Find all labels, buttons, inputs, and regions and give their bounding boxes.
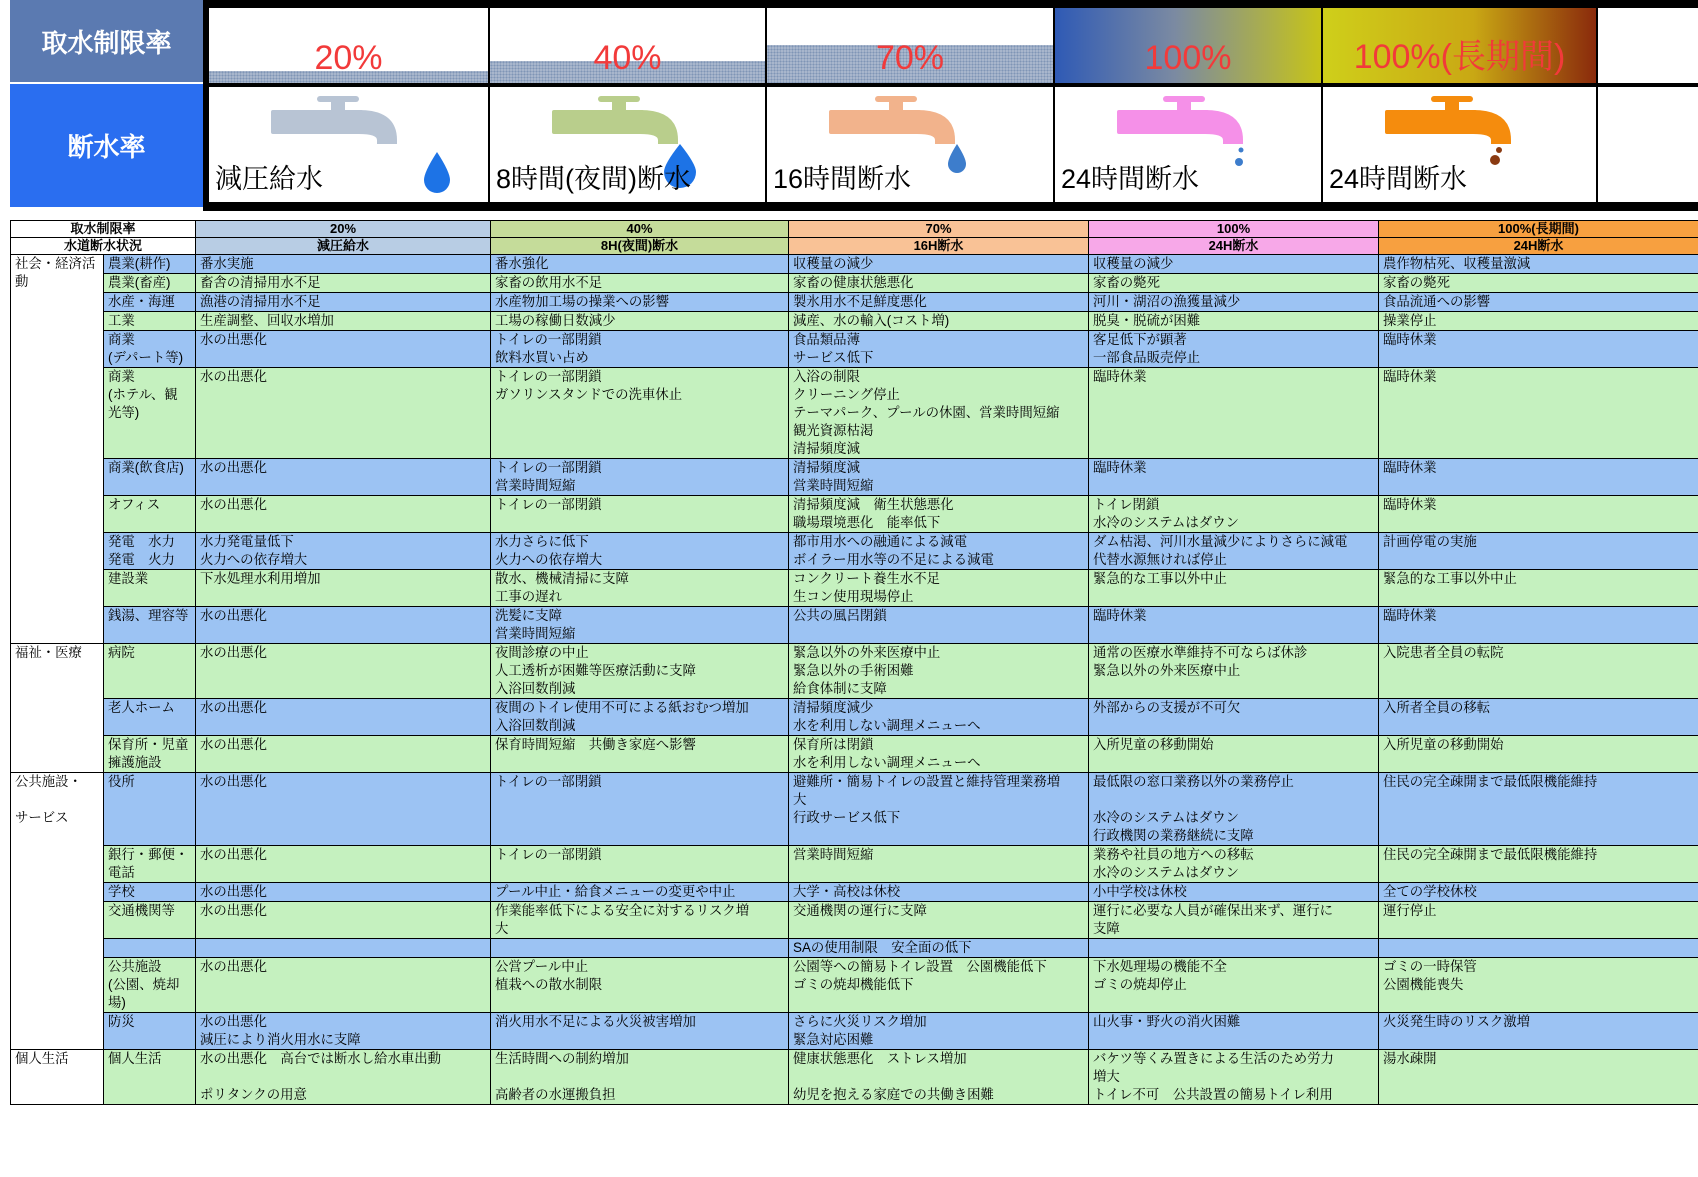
table-row [11,255,1698,274]
impact-cell: 家畜の飲用水不足 [491,274,789,293]
impact-cell: トイレの一部閉鎖 飲料水買い占め [491,331,789,368]
subcategory-cell: 銀行・郵便・ 電話 [104,846,196,883]
subcategory-cell: 工業 [104,312,196,331]
header-cell: 24H断水 [1379,238,1698,255]
row-label-outage-rate: 断水率 [10,84,203,207]
subcategory-cell: 商業(飲食店) [104,459,196,496]
impact-cell: 入浴の制限 クリーニング停止 テーマパーク、プールの休園、営業時間短縮 観光資源枯渇 清掃頻度減 [789,368,1089,459]
subcategory-cell: 交通機関等 [104,902,196,939]
impact-cell: SAの使用制限 安全面の低下 [789,939,1089,958]
table-row [11,459,1698,496]
table-row [11,939,1698,958]
impact-cell: 住民の完全疎開まで最低限機能維持 [1379,846,1698,883]
subcategory-cell: 病院 [104,644,196,699]
impact-cell: 番水実施 [196,255,491,274]
impact-cell: 収穫量の減少 [1089,255,1379,274]
impact-cell: 水の出悪化 [196,773,491,846]
impact-cell: 入所者全員の移転 [1379,699,1698,736]
impact-cell: 緊急的な工事以外中止 [1089,570,1379,607]
impact-cell: 緊急的な工事以外中止 [1379,570,1698,607]
impact-cell [491,939,789,958]
impact-cell: 臨時休業 [1379,368,1698,459]
impact-cell: 公園等への簡易トイレ設置 公園機能低下 ゴミの焼却機能低下 [789,958,1089,1013]
impact-cell: 水の出悪化 [196,331,491,368]
impact-cell: 計画停電の実施 [1379,533,1698,570]
impact-cell: 減産、水の輸入(コスト増) [789,312,1089,331]
impact-cell: 運行停止 [1379,902,1698,939]
header-row [11,238,1698,255]
impact-cell: 火災発生時のリスク激増 [1379,1013,1698,1050]
impact-cell: 湯水疎開 [1379,1050,1698,1105]
impact-cell: 避難所・簡易トイレの設置と維持管理業務増 大 行政サービス低下 [789,773,1089,846]
table-row [11,570,1698,607]
restriction-percent: 20% [314,39,383,77]
impact-cell: 清掃頻度減少 水を利用しない調理メニューへ [789,699,1089,736]
table-row [11,533,1698,570]
impact-cell: 畜舎の清掃用水不足 [196,274,491,293]
impact-cell: 水の出悪化 [196,368,491,459]
table-row [11,312,1698,331]
header-cell: 水道断水状況 [11,238,196,255]
water-restriction-graphic [0,0,1698,210]
header-cell: 20% [196,221,491,238]
impact-cell: 臨時休業 [1089,368,1379,459]
subcategory-cell: 商業 (ホテル、観 光等) [104,368,196,459]
restriction-level-3 [767,8,1055,83]
impact-cell: 散水、機械清掃に支障 工事の遅れ [491,570,789,607]
impact-cell: 生活時間への制約増加 高齢者の水運搬負担 [491,1050,789,1105]
table-row [11,331,1698,368]
impact-table [10,220,1698,1105]
table-row [11,368,1698,459]
impact-cell: 水の出悪化 高台では断水し給水車出動 ポリタンクの用意 [196,1050,491,1105]
table-row [11,902,1698,939]
impact-cell: 臨時休業 [1379,331,1698,368]
impact-cell: 下水処理場の機能不全 ゴミの焼却停止 [1089,958,1379,1013]
header-cell: 24H断水 [1089,238,1379,255]
impact-cell: 小中学校は休校 [1089,883,1379,902]
impact-cell: トイレの一部閉鎖 営業時間短縮 [491,459,789,496]
subcategory-cell: 商業 (デパート等) [104,331,196,368]
table-row [11,699,1698,736]
impact-cell: 水の出悪化 [196,644,491,699]
impact-cell: 緊急以外の外来医療中止 緊急以外の手術困難 給食体制に支障 [789,644,1089,699]
impact-cell: 生産調整、回収水増加 [196,312,491,331]
impact-cell: 水の出悪化 [196,699,491,736]
subcategory-cell: 防災 [104,1013,196,1050]
category-cell: 福祉・医療 [11,644,104,773]
impact-cell: 全ての学校休校 [1379,883,1698,902]
restriction-level-4 [1055,8,1323,83]
impact-cell: トイレの一部閉鎖 [491,846,789,883]
subcategory-cell: 公共施設 (公園、焼却 場) [104,958,196,1013]
table-row [11,958,1698,1013]
impact-cell: 大学・高校は休校 [789,883,1089,902]
subcategory-cell: 農業(耕作) [104,255,196,274]
impact-cell: 臨時休業 [1089,459,1379,496]
subcategory-cell: 老人ホーム [104,699,196,736]
impact-cell [1379,939,1698,958]
subcategory-cell: オフィス [104,496,196,533]
impact-cell: 水産物加工場の操業への影響 [491,293,789,312]
impact-cell: 臨時休業 [1089,607,1379,644]
impact-cell: コンクリート養生水不足 生コン使用現場停止 [789,570,1089,607]
impact-cell: 操業停止 [1379,312,1698,331]
impact-cell: 山火事・野火の消火困難 [1089,1013,1379,1050]
impact-cell: 下水処理水利用増加 [196,570,491,607]
impact-cell: 最低限の窓口業務以外の業務停止 水冷のシステムはダウン 行政機関の業務継続に支障 [1089,773,1379,846]
subcategory-cell: 水産・海運 [104,293,196,312]
category-cell: 個人生活 [11,1050,104,1105]
impact-cell [1089,939,1379,958]
header-cell: 8H(夜間)断水 [491,238,789,255]
impact-cell: 食品類品薄 サービス低下 [789,331,1089,368]
restriction-level-2 [490,8,767,83]
outage-level-2 [490,87,767,202]
impact-cell: トイレの一部閉鎖 ガソリンスタンドでの洗車休止 [491,368,789,459]
impact-cell: 臨時休業 [1379,607,1698,644]
impact-cell: 清掃頻度減 営業時間短縮 [789,459,1089,496]
category-cell: 公共施設・ サービス [11,773,104,1050]
level-bar [203,0,1698,211]
table-row [11,274,1698,293]
table-row [11,846,1698,883]
impact-cell: 作業能率低下による安全に対するリスク増 大 [491,902,789,939]
outage-level-4 [1055,87,1323,202]
impact-cell: 夜間のトイレ使用不可による紙おむつ増加 入浴回数削減 [491,699,789,736]
restriction-percent: 70% [875,39,945,77]
table-row [11,293,1698,312]
table-row [11,607,1698,644]
outage-label: 24時間断水 [1329,164,1468,194]
impact-cell: 入所児童の移動開始 [1379,736,1698,773]
impact-cell: 客足低下が顕著 一部食品販売停止 [1089,331,1379,368]
impact-cell: 脱臭・脱硫が困難 [1089,312,1379,331]
restriction-level-5 [1323,8,1598,83]
table-row [11,736,1698,773]
outage-label: 24時間断水 [1061,164,1200,194]
impact-cell: 水の出悪化 [196,902,491,939]
impact-cell: 夜間診療の中止 人工透析が困難等医療活動に支障 入浴回数削減 [491,644,789,699]
impact-cell: 公共の風呂閉鎖 [789,607,1089,644]
impact-cell: 家畜の斃死 [1089,274,1379,293]
impact-cell: 保育時間短縮 共働き家庭へ影響 [491,736,789,773]
impact-cell: 外部からの支援が不可欠 [1089,699,1379,736]
restriction-percent: 100%(長期間) [1353,38,1566,76]
impact-cell: 水の出悪化 [196,883,491,902]
outage-label: 8時間(夜間)断水 [496,164,691,194]
header-cell: 40% [491,221,789,238]
row-label-intake-restriction: 取水制限率 [10,0,203,82]
impact-cell: 営業時間短縮 [789,846,1089,883]
impact-cell: 臨時休業 [1379,496,1698,533]
table-row [11,1050,1698,1105]
restriction-level-1 [209,8,490,83]
impact-cell: 臨時休業 [1379,459,1698,496]
subcategory-cell: 学校 [104,883,196,902]
header-cell: 取水制限率 [11,221,196,238]
category-cell: 社会・経済活動 [11,255,104,644]
impact-cell: 水力さらに低下 火力への依存増大 [491,533,789,570]
subcategory-cell: 銭湯、理容等 [104,607,196,644]
table-row [11,644,1698,699]
impact-cell: 保育所は閉鎖 水を利用しない調理メニューへ [789,736,1089,773]
impact-cell: 水の出悪化 [196,846,491,883]
impact-cell: 収穫量の減少 [789,255,1089,274]
impact-cell: プール中止・給食メニューの変更や中止 [491,883,789,902]
outage-label: 減圧給水 [215,164,323,194]
restriction-percent: 40% [593,39,662,77]
header-cell: 70% [789,221,1089,238]
impact-cell: 水の出悪化 [196,736,491,773]
impact-cell: 番水強化 [491,255,789,274]
impact-cell: 水の出悪化 [196,607,491,644]
outage-level-5 [1323,87,1598,202]
impact-cell: 洗髪に支障 営業時間短縮 [491,607,789,644]
subcategory-cell: 個人生活 [104,1050,196,1105]
impact-cell: 消火用水不足による火災被害増加 [491,1013,789,1050]
subcategory-cell: 農業(畜産) [104,274,196,293]
impact-cell: トイレ閉鎖 水冷のシステムはダウン [1089,496,1379,533]
impact-cell: トイレの一部閉鎖 [491,773,789,846]
header-row [11,221,1698,238]
subcategory-cell: 保育所・児童 擁護施設 [104,736,196,773]
impact-cell: 公営プール中止 植栽への散水制限 [491,958,789,1013]
table-row [11,1013,1698,1050]
impact-cell: 水の出悪化 [196,459,491,496]
restriction-percent: 100% [1144,39,1232,77]
impact-cell: 家畜の斃死 [1379,274,1698,293]
header-cell: 減圧給水 [196,238,491,255]
table-row [11,773,1698,846]
impact-cell: バケツ等くみ置きによる生活のため労力 増大 トイレ不可 公共設置の簡易トイレ利用 [1089,1050,1379,1105]
table-row [11,496,1698,533]
impact-cell: 河川・湖沼の漁獲量減少 [1089,293,1379,312]
impact-cell: 健康状態悪化 ストレス増加 幼児を抱える家庭での共働き困難 [789,1050,1089,1105]
subcategory-cell: 発電 水力 発電 火力 [104,533,196,570]
header-cell: 16H断水 [789,238,1089,255]
outage-level-1 [209,87,490,202]
subcategory-cell: 建設業 [104,570,196,607]
impact-cell: 入院患者全員の転院 [1379,644,1698,699]
impact-cell: 住民の完全疎開まで最低限機能維持 [1379,773,1698,846]
impact-cell: 運行に必要な人員が確保出来ず、運行に 支障 [1089,902,1379,939]
impact-cell: ダム枯渇、河川水量減少によりさらに減電 代替水源無ければ停止 [1089,533,1379,570]
impact-cell: 家畜の健康状態悪化 [789,274,1089,293]
outage-label: 16時間断水 [773,164,912,194]
impact-cell: 農作物枯死、収穫量激減 [1379,255,1698,274]
impact-cell: 水の出悪化 減圧により消火用水に支障 [196,1013,491,1050]
impact-cell: 通常の医療水準維持不可ならば休診 緊急以外の外来医療中止 [1089,644,1379,699]
impact-cell: トイレの一部閉鎖 [491,496,789,533]
impact-cell: 工場の稼働日数減少 [491,312,789,331]
impact-cell: 水の出悪化 [196,496,491,533]
impact-cell: さらに火災リスク増加 緊急対応困難 [789,1013,1089,1050]
subcategory-cell [104,939,196,958]
header-cell: 100% [1089,221,1379,238]
impact-cell: 都市用水への融通による減電 ボイラー用水等の不足による減電 [789,533,1089,570]
impact-cell: 清掃頻度減 衛生状態悪化 職場環境悪化 能率低下 [789,496,1089,533]
impact-cell: 水の出悪化 [196,958,491,1013]
impact-cell [196,939,491,958]
outage-level-3 [767,87,1055,202]
impact-cell: 業務や社員の地方への移転 水冷のシステムはダウン [1089,846,1379,883]
impact-cell: ゴミの一時保管 公園機能喪失 [1379,958,1698,1013]
header-cell: 100%(長期間) [1379,221,1698,238]
impact-cell: 食品流通への影響 [1379,293,1698,312]
impact-cell: 漁港の清掃用水不足 [196,293,491,312]
impact-cell: 製氷用水不足鮮度悪化 [789,293,1089,312]
table-row [11,883,1698,902]
impact-cell: 水力発電量低下 火力への依存増大 [196,533,491,570]
impact-cell: 交通機関の運行に支障 [789,902,1089,939]
subcategory-cell: 役所 [104,773,196,846]
impact-cell: 入所児童の移動開始 [1089,736,1379,773]
